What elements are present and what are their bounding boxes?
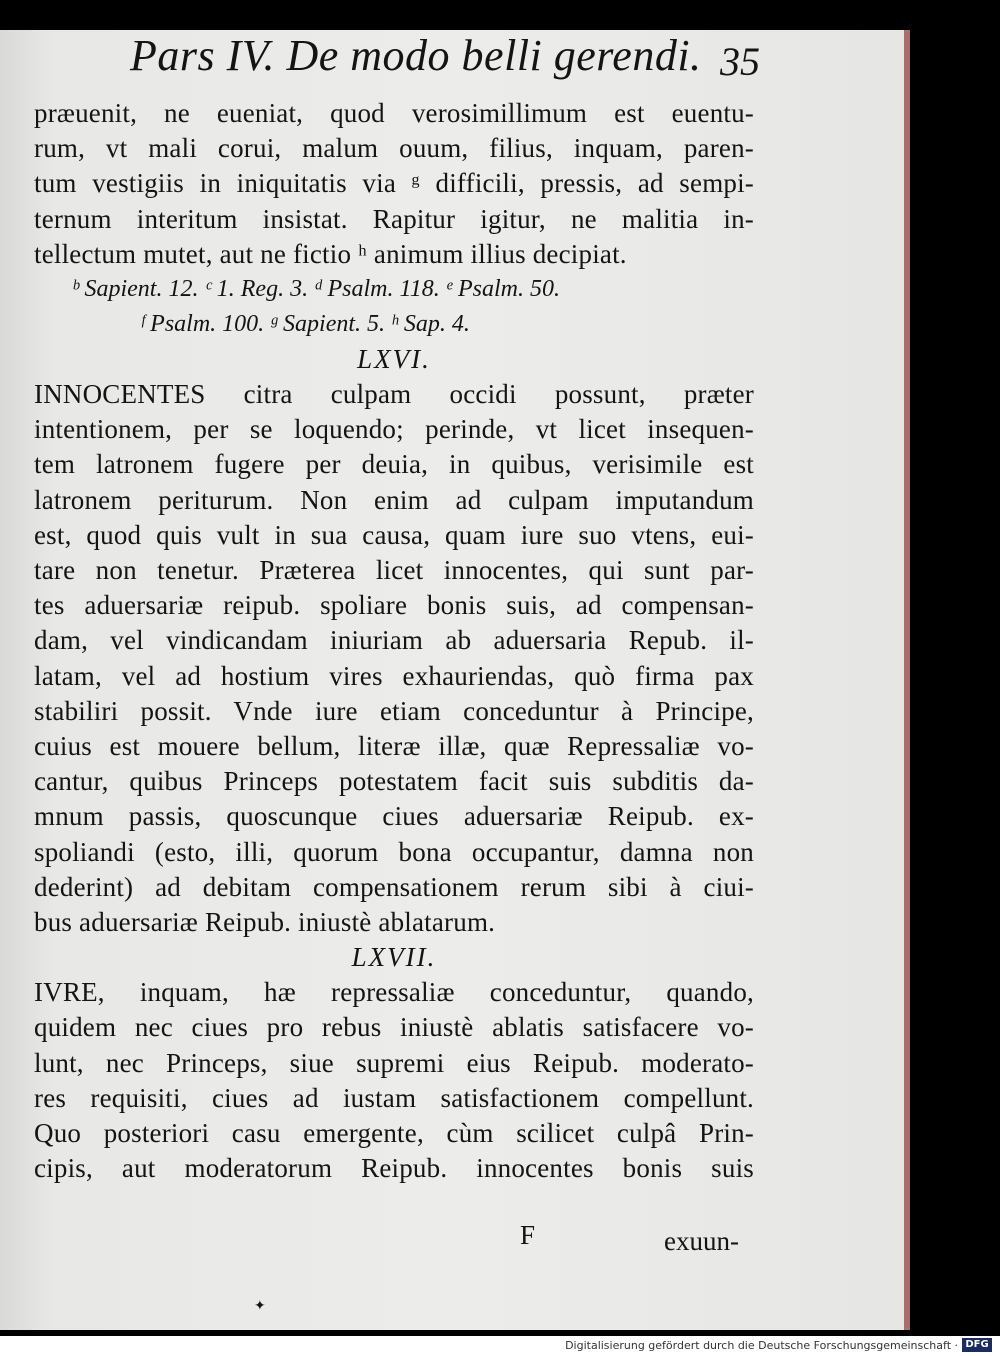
text-line: latam, vel ad hostium vires exhauriendas, quò firma pax: [34, 660, 754, 691]
dfg-logo: DFG: [962, 1338, 992, 1352]
text-line: præuenit, ne eueniat, quod verosimillimum est euentu-: [34, 98, 754, 128]
section-number: LXVI.: [357, 344, 431, 375]
text-line: INNOCENTES citra culpam occidi possunt, præter: [34, 379, 754, 410]
text-line: rum, vt mali corui, malum ouum, filius, inquam, paren-: [34, 133, 754, 164]
text-line: dam, vel vindicandam iniuriam ab aduersaria Repub. il-: [34, 625, 754, 656]
page-number: 35: [720, 39, 760, 84]
text-line: est, quod quis vult in sua causa, quam iure suo vtens, eui-: [34, 519, 754, 550]
text-line: bus aduersariæ Reipub. iniustè ablatarum.: [34, 907, 496, 938]
text-line: mnum passis, quoscunque ciues aduersariæ Reipub. ex-: [34, 801, 754, 832]
text-line: IVRE, inquam, hæ repressaliæ conceduntur, quando,: [34, 977, 754, 1008]
text-line: spoliandi (esto, illi, quorum bona occupantur, damna non: [34, 836, 754, 867]
text-line: tem latronem fugere per deuia, in quibus, verisimile est: [34, 449, 754, 480]
text-line: lunt, nec Princeps, siue supremi eius Reipub. moderato-: [34, 1047, 754, 1078]
footer-credit: Digitalisierung gefördert durch die Deutsche Forschungsgemeinschaft ·: [565, 1339, 958, 1352]
text-line: cantur, quibus Princeps potestatem facit suis subditis da-: [34, 766, 754, 797]
text-line: tum vestigiis in iniquitatis via ᵍ difficili, pressis, ad sempi-: [34, 168, 754, 199]
text-line: tare non tenetur. Præterea licet innocentes, qui sunt par-: [34, 555, 754, 586]
text-line: tellectum mutet, aut ne fictio ʰ animum illius decipiat.: [34, 238, 627, 269]
catchword: exuun-: [664, 1226, 739, 1256]
text-line: latronem periturum. Non enim ad culpam imputandum: [34, 484, 754, 515]
digitization-footer: [0, 1336, 1000, 1356]
text-line: cipis, aut moderatorum Reipub. innocentes bonis suis: [34, 1153, 754, 1184]
marginal-references: ᵇ Sapient. 12. ᶜ 1. Reg. 3. ᵈ Psalm. 118. ᵉ Psalm. 50.: [72, 276, 561, 303]
marginal-references: ᶠ Psalm. 100. ᵍ Sapient. 5. ʰ Sap. 4.: [140, 311, 470, 338]
text-line: tes aduersariæ reipub. spoliare bonis suis, ad compensan-: [34, 590, 754, 621]
text-line: intentionem, per se loquendo; perinde, vt licet insequen-: [34, 414, 754, 445]
text-line: dederint) ad debitam compensationem rerum sibi à ciui-: [34, 871, 754, 902]
text-line: ternum interitum insistat. Rapitur igitur, ne malitia in-: [34, 203, 754, 234]
text-line: res requisiti, ciues ad iustam satisfactionem compellunt.: [34, 1082, 754, 1113]
ink-dot-icon: ✦: [254, 1299, 266, 1314]
text-line: cuius est mouere bellum, literæ illæ, quæ Repressaliæ vo-: [34, 731, 754, 762]
book-page: [0, 30, 910, 1330]
signature-mark: F: [520, 1220, 536, 1250]
section-number: LXVII.: [351, 942, 437, 973]
signature-line: [34, 1220, 754, 1256]
main-text: [34, 96, 754, 1186]
running-title: Pars IV. De modo belli gerendi.: [130, 31, 702, 80]
page-header: [130, 30, 790, 86]
text-line: stabiliri possit. Vnde iure etiam conceduntur à Principe,: [34, 695, 754, 726]
text-line: Quo posteriori casu emergente, cùm scilicet culpâ Prin-: [34, 1118, 754, 1149]
text-line: quidem nec ciues pro rebus iniustè ablatis satisfacere vo-: [34, 1012, 754, 1043]
